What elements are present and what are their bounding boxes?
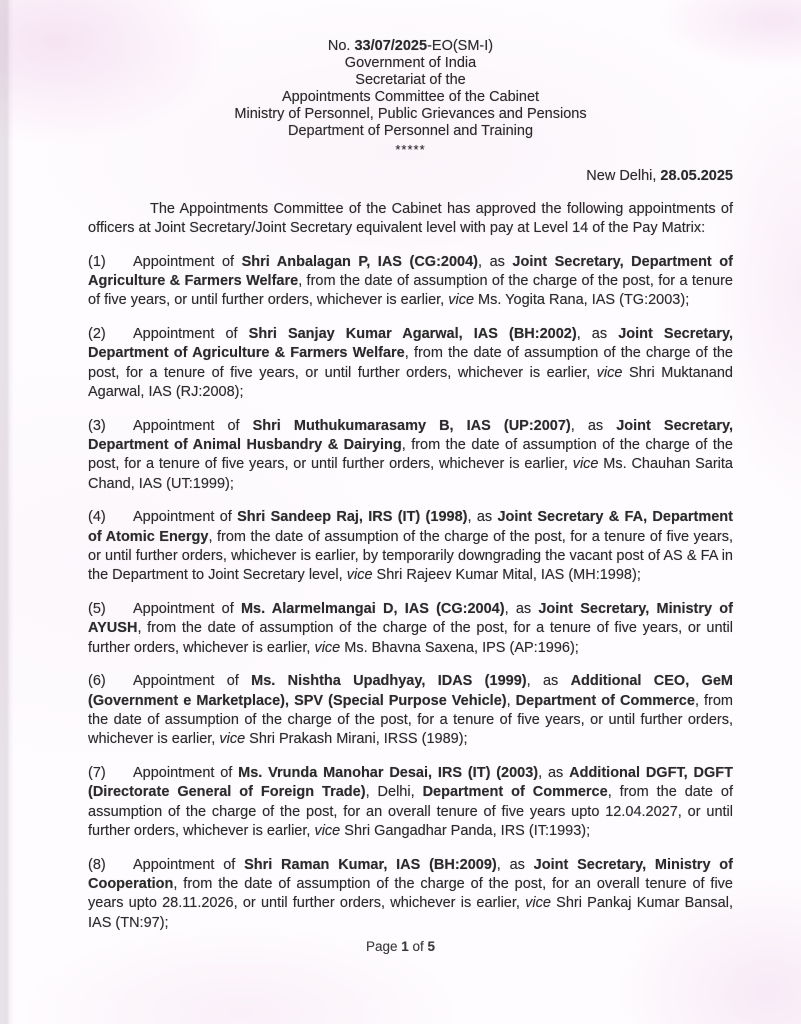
italic-text: vice (448, 292, 475, 309)
document-header (88, 38, 733, 156)
header-line: Ministry of Personnel, Public Grievances and Pensions (234, 106, 587, 122)
plain-text: Appointment of (133, 856, 245, 873)
bold-text: Joint Secretary, Department of Agriculture & Farmers Welfare (88, 325, 733, 362)
plain-text: , as (478, 253, 513, 270)
appointment-item (88, 764, 733, 841)
bold-text: Department of Commerce (422, 784, 608, 801)
plain-text: , as (526, 673, 571, 690)
italic-text: vice (314, 823, 341, 840)
plain-text: , from the date of assumption of the charge of the post, for a tenure of five years, or until further orders, whichever is earlier, (88, 620, 733, 656)
plain-text: Appointment of (133, 765, 239, 782)
dateline (88, 167, 733, 185)
appointments-list (88, 253, 733, 933)
appointment-item (88, 856, 733, 933)
item-number: (8) (88, 856, 106, 873)
bold-text: 1 (401, 939, 409, 954)
plain-text: , as (467, 509, 498, 526)
organization-lines (88, 55, 733, 140)
item-number: (2) (88, 325, 106, 342)
plain-text: Shri Rajeev Kumar Mital, IAS (MH:1998); (372, 567, 641, 584)
header-line: Appointments Committee of the Cabinet (281, 89, 540, 105)
plain-text: of (408, 939, 428, 954)
plain-text: , as (504, 601, 539, 618)
reference-suffix: -EO(SM-I) (427, 38, 494, 54)
dateline-place: New Delhi, (586, 168, 661, 184)
italic-text: vice (596, 364, 623, 381)
plain-text: Appointment of (133, 253, 242, 270)
bold-text: Shri Sandeep Raj, IRS (IT) (1998) (237, 509, 468, 526)
italic-text: vice (525, 895, 551, 912)
bold-text: Ms. Alarmelmangai D, IAS (CG:2004) (240, 601, 505, 618)
appointment-item (88, 672, 733, 749)
intro-paragraph: The Appointments Committee of the Cabinet has approved the following appointments of officers at Joint Secretary/Joint Secretary equivalent level with pay at Level 14 of the Pay Matrix: (88, 201, 733, 237)
plain-text: , from the date of assumption of the charge of the post, for an overall tenure of five years upto 12.04.2027, or until further orders, whichever is earlier, (88, 784, 733, 840)
item-number: (3) (88, 417, 106, 434)
header-line: Department of Personnel and Training (287, 123, 534, 139)
item-number: (1) (88, 253, 106, 270)
plain-text: , (506, 692, 516, 709)
bold-text: Shri Sanjay Kumar Agarwal, IAS (BH:2002) (248, 325, 577, 342)
plain-text: Ms. Chauhan Sarita Chand, IAS (UT:1999); (88, 456, 733, 492)
reference-number-line (88, 38, 733, 55)
plain-text: Appointment of (133, 509, 238, 526)
bold-text: Joint Secretary, Ministry of AYUSH (88, 601, 733, 637)
bold-text: Additional DGFT, DGFT (Directorate General of Foreign Trade) (88, 765, 733, 801)
bold-text: Shri Raman Kumar, IAS (BH:2009) (244, 856, 497, 873)
plain-text: , as (538, 765, 570, 782)
plain-text: Appointment of (133, 673, 252, 690)
plain-text: , Delhi, (365, 784, 423, 801)
bold-text: Additional CEO, GeM (Government e Marketplace), SPV (Special Purpose Vehicle) (88, 673, 733, 709)
bold-text: Joint Secretary, Department of Animal Husbandry & Dairying (88, 417, 733, 453)
bold-text: Joint Secretary, Department of Agriculture & Farmers Welfare (88, 253, 733, 289)
item-number: (4) (88, 509, 106, 526)
dateline-date: 28.05.2025 (660, 168, 733, 184)
header-line: Secretariat of the (355, 72, 466, 88)
page-footer (0, 938, 801, 955)
bold-text: Joint Secretary & FA, Department of Atomic Energy (88, 509, 733, 545)
plain-text: Appointment of (133, 601, 241, 618)
bold-text: Shri Muthukumarasamy B, IAS (UP:2007) (252, 417, 571, 434)
reference-number: 33/07/2025 (354, 38, 428, 54)
appointment-item (88, 417, 733, 494)
plain-text: Shri Gangadhar Panda, IRS (IT:1993); (340, 823, 591, 840)
item-number: (6) (88, 673, 106, 690)
bold-text: Ms. Vrunda Manohar Desai, IRS (IT) (2003) (238, 765, 539, 782)
plain-text: , from the date of assumption of the charge of the post, for a tenure of five years, or until further orders, whichever is earlier, (88, 436, 733, 473)
plain-text: , from the date of assumption of the charge of the post, for a tenure of five years, or until further orders, whichever is earlier, (88, 272, 733, 309)
bold-text: Shri Anbalagan P, IAS (CG:2004) (241, 253, 478, 270)
italic-text: vice (346, 567, 373, 584)
plain-text: , as (496, 856, 534, 873)
plain-text: Page (365, 939, 402, 954)
bold-text: Department of Commerce (515, 692, 695, 709)
plain-text: Shri Muktanand Agarwal, IAS (RJ:2008); (88, 364, 733, 400)
plain-text: Appointment of (133, 417, 253, 434)
italic-text: vice (314, 639, 341, 656)
plain-text: Ms. Yogita Rana, IAS (TG:2003); (474, 292, 690, 309)
plain-text: Appointment of (133, 325, 249, 342)
plain-text: , as (576, 325, 619, 342)
plain-text: , from the date of assumption of the charge of the post, for an overall tenure of five years upto 28.11.2026, or until further orders, whichever is earlier, (88, 876, 733, 912)
plain-text: , from the date of assumption of the charge of the post, for a tenure of five years, or until further orders, whichever is earlier, (88, 692, 734, 748)
plain-text: , from the date of assumption of the charge of the post, for a tenure of five years, or until further orders, whichever is earlier, by temporarily downgrading the vacant post of AS & FA in the Department to Joint Secretary level, (88, 528, 733, 584)
appointment-item (88, 508, 733, 585)
header-line: Government of India (344, 55, 477, 71)
bold-text: 5 (427, 939, 436, 954)
separator-stars: ***** (395, 142, 426, 157)
plain-text: Shri Prakash Mirani, IRSS (1989); (245, 731, 468, 748)
plain-text: Shri Pankaj Kumar Bansal, IAS (TN:97); (88, 895, 733, 931)
bold-text: Ms. Nishtha Upadhyay, IDAS (1999) (251, 673, 527, 690)
appointment-item (88, 325, 733, 402)
item-number: (5) (88, 601, 106, 618)
reference-prefix: No. (327, 38, 355, 54)
italic-text: vice (219, 731, 246, 748)
appointment-item (88, 253, 733, 311)
plain-text: , as (570, 417, 617, 434)
plain-text: , from the date of assumption of the charge of the post, for a tenure of five years, or until further orders, whichever is earlier, (88, 345, 733, 381)
italic-text: vice (572, 456, 599, 473)
item-number: (7) (88, 765, 106, 782)
plain-text: Ms. Bhavna Saxena, IPS (AP:1996); (340, 639, 579, 656)
appointment-item (88, 600, 733, 658)
bold-text: Joint Secretary, Ministry of Cooperation (88, 856, 733, 893)
